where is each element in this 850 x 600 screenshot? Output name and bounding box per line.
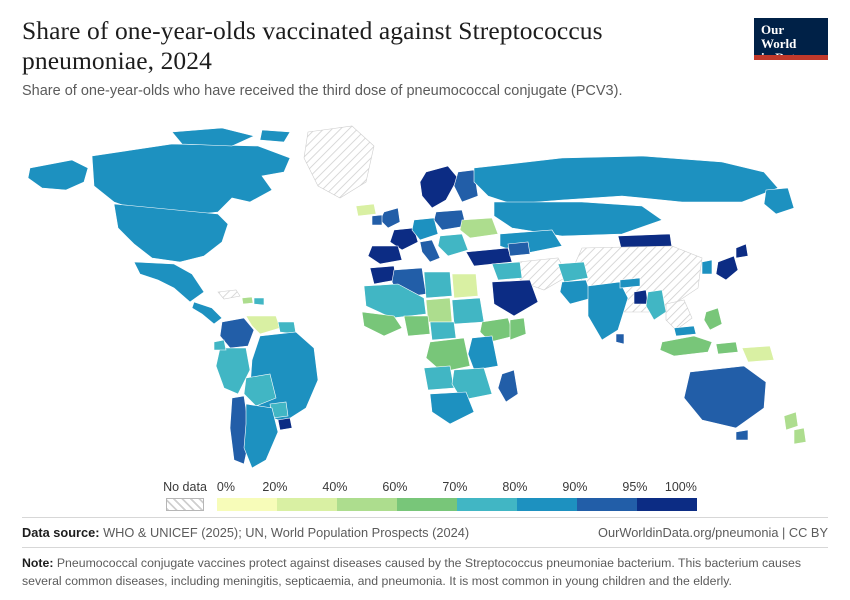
map-legend bbox=[22, 480, 828, 511]
page-subtitle: Share of one-year-olds who have received the third dose of pneumococcal conjugate (PCV3). bbox=[22, 83, 623, 100]
legend-bin[interactable] bbox=[637, 498, 697, 511]
legend-tick: 95% bbox=[622, 479, 648, 494]
legend-no-data-label: No data bbox=[163, 479, 207, 494]
chart-footer bbox=[22, 517, 828, 590]
legend-bin[interactable] bbox=[337, 498, 397, 511]
source-label: Data source: bbox=[22, 525, 100, 541]
chart-header bbox=[22, 16, 828, 102]
legend-scale[interactable] bbox=[217, 480, 697, 511]
legend-bin[interactable] bbox=[397, 498, 457, 511]
legend-tick: 100% bbox=[664, 479, 697, 494]
legend-bin[interactable] bbox=[217, 498, 277, 511]
header-text-block bbox=[22, 16, 712, 102]
legend-tick: 40% bbox=[322, 479, 348, 494]
legend-tick: 20% bbox=[262, 479, 288, 494]
world-map[interactable] bbox=[22, 116, 828, 476]
legend-tick: 70% bbox=[442, 479, 468, 494]
legend-bin[interactable] bbox=[457, 498, 517, 511]
page-title: Share of one-year-olds vaccinated against Streptococcus pneumoniae, 2024 bbox=[22, 16, 603, 76]
footer-note bbox=[22, 547, 828, 590]
logo-line-1: Our World bbox=[761, 22, 797, 52]
legend-no-data-swatch bbox=[166, 498, 204, 511]
legend-tick: 0% bbox=[216, 479, 235, 494]
source-text-wrap bbox=[22, 525, 469, 540]
map-countries bbox=[28, 126, 806, 468]
legend-tick-row bbox=[217, 480, 697, 494]
source-row bbox=[22, 525, 828, 540]
note-label: Note: bbox=[22, 556, 54, 571]
footer-divider bbox=[22, 517, 828, 518]
source-value: WHO & UNICEF (2025); UN, World Population Prospects (2024) bbox=[103, 525, 470, 541]
world-map-svg[interactable] bbox=[22, 116, 828, 476]
footer-link[interactable]: OurWorldinData.org/pneumonia | CC BY bbox=[598, 525, 828, 541]
legend-tick: 90% bbox=[562, 479, 588, 494]
legend-bin[interactable] bbox=[277, 498, 337, 511]
legend-bin[interactable] bbox=[517, 498, 577, 511]
legend-tick: 80% bbox=[502, 479, 528, 494]
legend-no-data[interactable] bbox=[163, 480, 207, 511]
legend-color-bar bbox=[217, 498, 697, 511]
legend-bin[interactable] bbox=[577, 498, 637, 511]
owid-logo[interactable] bbox=[754, 18, 828, 60]
logo-red-bar bbox=[754, 55, 828, 60]
legend-tick: 60% bbox=[382, 479, 408, 494]
note-text: Pneumococcal conjugate vaccines protect against diseases caused by the Streptococcus pneumoniae bacterium. This bacterium causes several common diseases, including meningitis, septicaemia, and pneumonia. It is most common in young children and the elderly. bbox=[22, 556, 801, 588]
